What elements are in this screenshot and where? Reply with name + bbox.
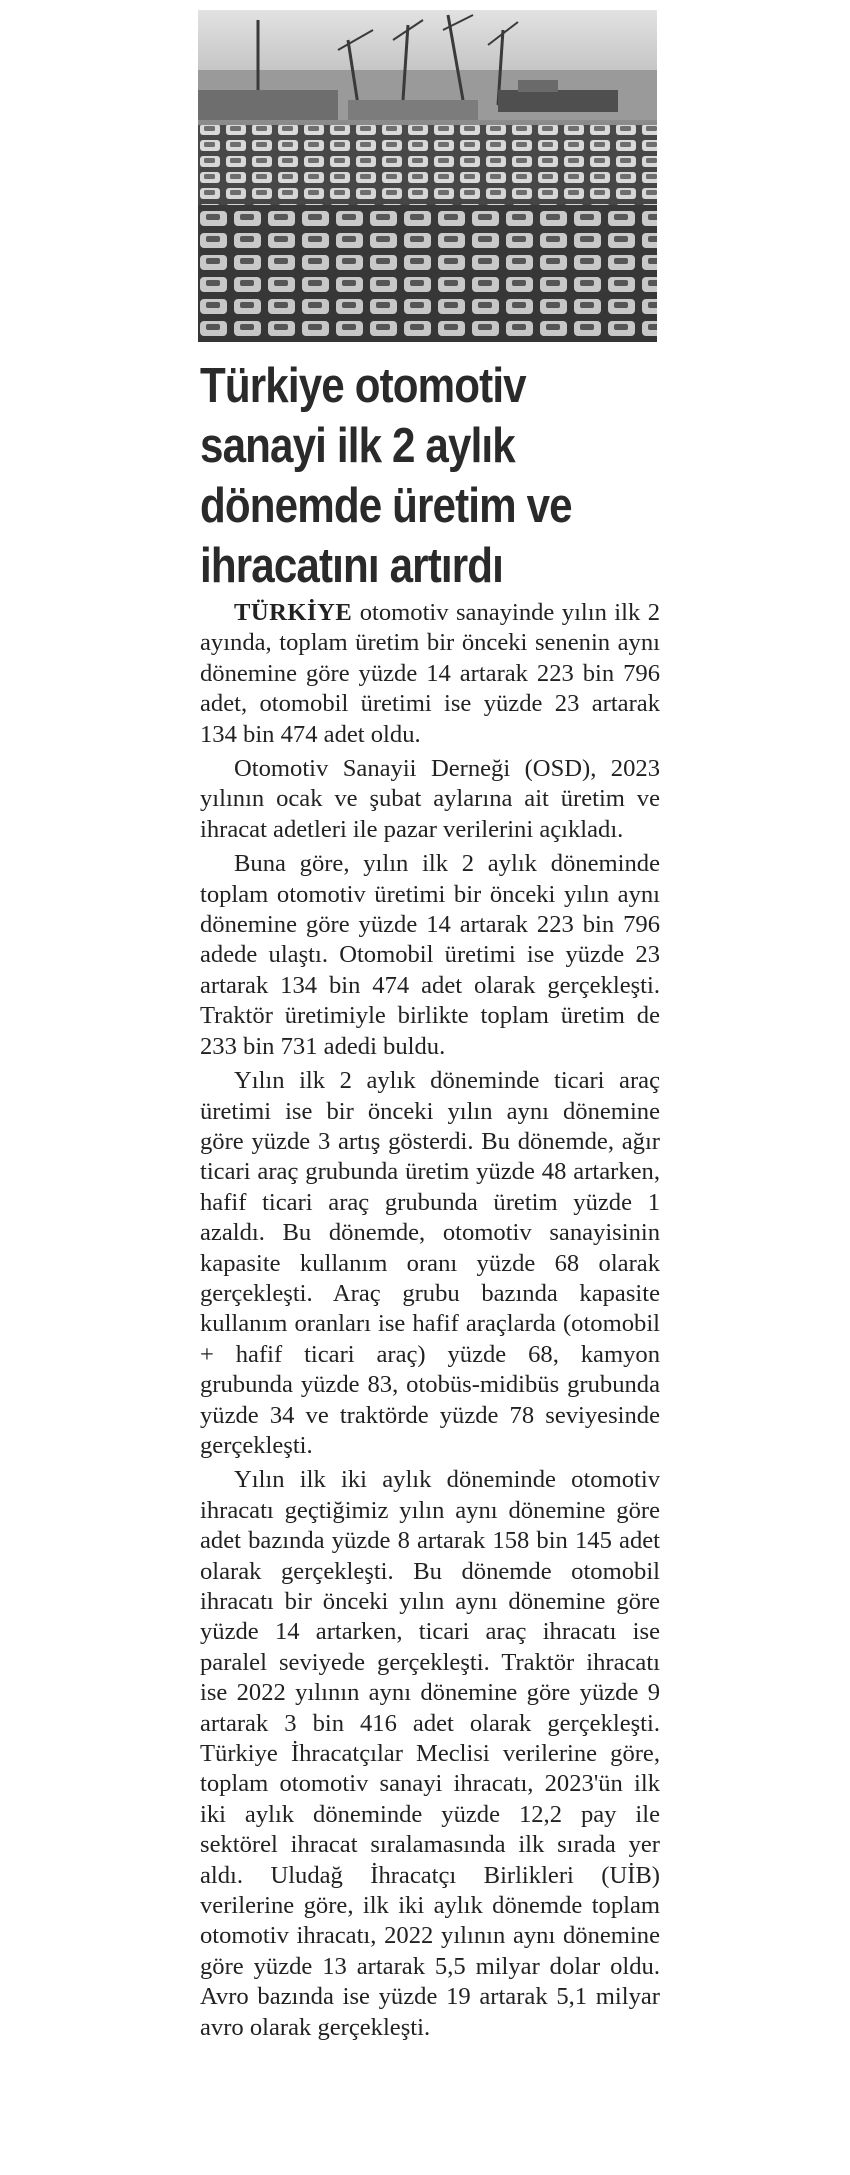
lead-word: TÜRKİYE: [234, 599, 353, 626]
paragraph-1-text: otomotiv sanayinde yılın ilk 2 ayında, toplam üretim bir önceki senenin aynı dönemine göre yüzde 14 artarak 223 bin 796 adet, otomobil üretimi ise yüzde 23 artarak 134 bin 474 adet oldu.: [200, 599, 660, 748]
car-port-photo: [198, 10, 657, 342]
paragraph-1: [200, 598, 660, 750]
headline-line-4: ihracatını artırdı: [200, 539, 504, 593]
headline-line-2: sanayi ilk 2 aylık: [200, 419, 515, 473]
paragraph-5: Yılın ilk iki aylık döneminde otomotiv ihracatı geçtiğimiz yılın aynı dönemine göre adet bazında yüzde 8 artarak 158 bin 145 adet olarak gerçekleşti. Bu dönemde otomobil ihracatı bir önceki yılın aynı dönemine göre yüzde 14 artarken, ticari araç ihracatı ise paralel seviyede gerçekleşti. Traktör ihracatı ise 2022 yılının aynı dönemine göre yüzde 9 artarak 3 bin 416 adet olarak gerçekleşti. Türkiye İhracatçılar Meclisi verilerine göre, toplam otomotiv sanayi ihracatı, 2023'ün ilk iki aylık döneminde yüzde 12,2 pay ile sektörel ihracat sıralamasında ilk sırada yer aldı. Uludağ İhracatçı Birlikleri (UİB) verilerine göre, ilk iki aylık dönemde toplam otomotiv ihracatı, 2022 yılının aynı dönemine göre yüzde 13 artarak 5,5 milyar dolar oldu. Avro bazında ise yüzde 19 artarak 5,1 milyar avro olarak gerçekleşti.: [200, 1466, 660, 2041]
headline: [200, 356, 604, 596]
article-body: [200, 598, 660, 2047]
headline-line-1: Türkiye otomotiv: [200, 359, 526, 413]
paragraph-2: Otomotiv Sanayii Derneği (OSD), 2023 yılının ocak ve şubat aylarına ait üretim ve ihracat adetleri ile pazar verilerini açıkladı.: [200, 755, 660, 843]
paragraph-4: Yılın ilk 2 aylık döneminde ticari araç üretimi ise bir önceki yılın aynı dönemine göre yüzde 3 artış gösterdi. Bu dönemde, ağır ticari araç grubunda üretim yüzde 48 artarken, hafif ticari araç grubunda üretim yüzde 1 azaldı. Bu dönemde, otomotiv sanayisinin kapasite kullanım oranı yüzde 68 olarak gerçekleşti. Araç grubu bazında kapasite kullanım oranları ise hafif araçlarda (otomobil + hafif ticari araç) yüzde 68, kamyon grubunda yüzde 83, otobüs-midibüs grubunda yüzde 34 ve traktörde yüzde 78 seviyesinde gerçekleşti.: [200, 1067, 660, 1459]
paragraph-3: Buna göre, yılın ilk 2 aylık döneminde toplam otomotiv üretimi bir önceki yılın aynı dönemine göre yüzde 14 artarak 223 bin 796 adede ulaştı. Otomobil üretimi ise yüzde 23 artarak 134 bin 474 adet olarak gerçekleşti. Traktör üretimiyle birlikte toplam üretim de 233 bin 731 adedi buldu.: [200, 850, 660, 1060]
headline-line-3: dönemde üretim ve: [200, 479, 572, 533]
